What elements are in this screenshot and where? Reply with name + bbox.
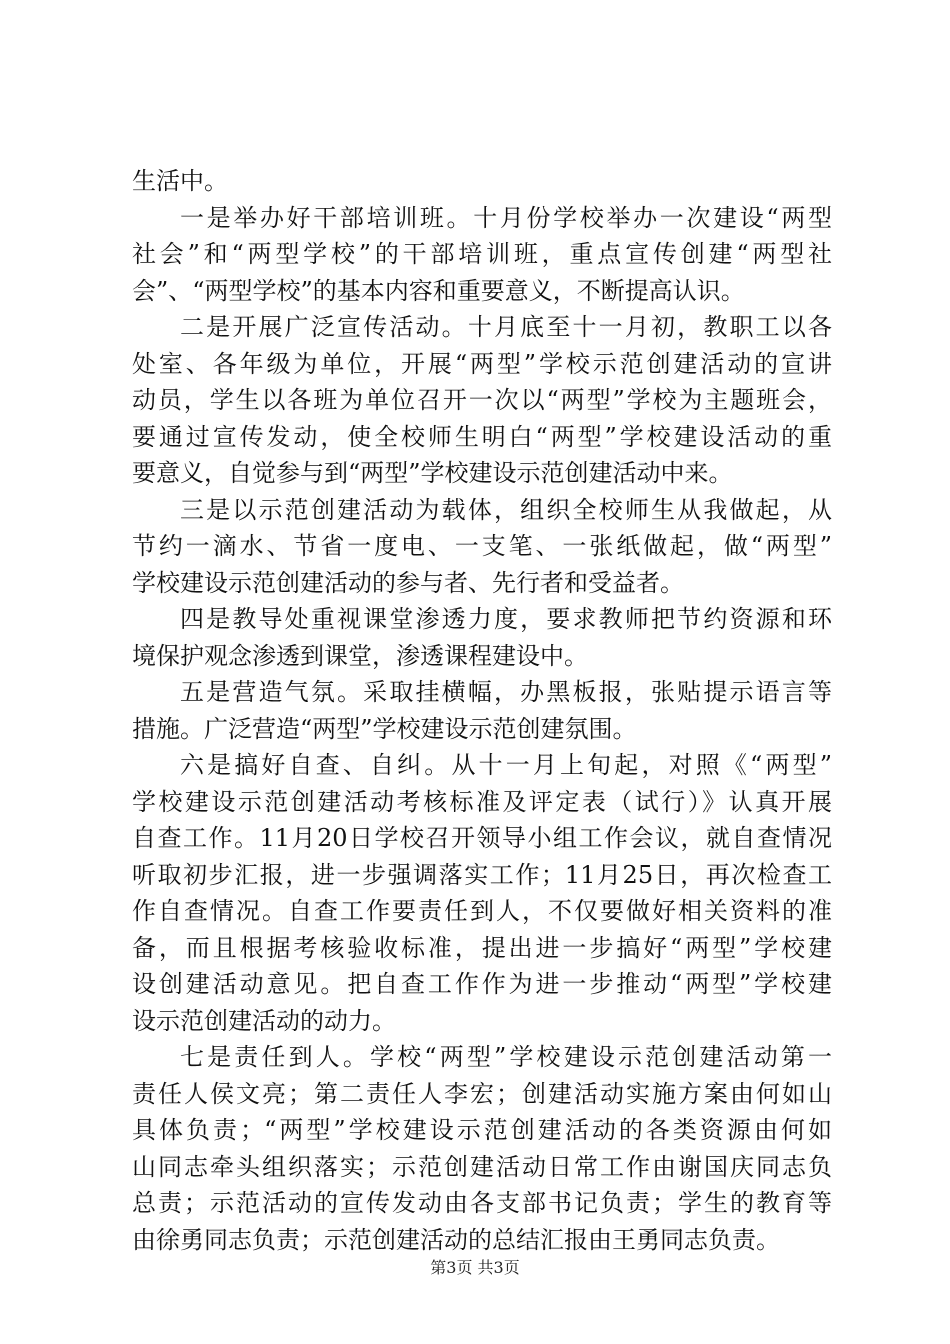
document-body	[132, 163, 832, 1258]
text-line: 要通过宣传发动，使全校师生明白“两型”学校建设活动的重	[132, 422, 832, 451]
text-line: 六是搞好自查、自纠。从十一月上旬起，对照《“两型”	[180, 751, 832, 779]
text-line: 山同志牵头组织落实；示范创建活动日常工作由谢国庆同志负	[132, 1152, 832, 1181]
text-line: 作自查情况。自查工作要责任到人，不仅要做好相关资料的准	[132, 897, 832, 925]
paragraph	[132, 309, 832, 492]
text-line: 七是责任到人。学校“两型”学校建设示范创建活动第一	[180, 1043, 832, 1071]
text-line: 由徐勇同志负责；示范创建活动的总结汇报由王勇同志负责。	[132, 1225, 780, 1254]
text-line: 三是以示范创建活动为载体，组织全校师生从我做起，从	[180, 495, 832, 524]
paragraph	[132, 163, 832, 200]
text-line: 二是开展广泛宣传活动。十月底至十一月初，教职工以各	[180, 313, 832, 341]
text-line: 节约一滴水、节省一度电、一支笔、一张纸做起，做“两型”	[132, 532, 832, 560]
text-line: 要意义，自觉参与到“两型”学校建设示范创建活动中来。	[132, 459, 733, 487]
text-line: 设创建活动意见。把自查工作作为进一步推动“两型”学校建	[132, 970, 832, 998]
text-line: 设示范创建活动的动力。	[132, 1006, 396, 1035]
text-line: 四是教导处重视课堂渗透力度，要求教师把节约资源和环	[180, 605, 832, 633]
paragraph	[132, 492, 832, 602]
text-line: 备，而且根据考核验收标准，提出进一步搞好“两型”学校建	[132, 933, 832, 962]
text-line: 五是营造气氛。采取挂横幅，办黑板报，张贴提示语言等	[180, 678, 832, 706]
paragraph	[132, 747, 832, 1039]
text-line: 动员，学生以各班为单位召开一次以“两型”学校为主题班会，	[132, 386, 832, 414]
text-line: 责任人侯文亮；第二责任人李宏；创建活动实施方案由何如山	[132, 1079, 832, 1108]
paragraph	[132, 601, 832, 674]
text-line: 总责；示范活动的宣传发动由各支部书记负责；学生的教育等	[132, 1189, 832, 1217]
text-line: 一是举办好干部培训班。十月份学校举办一次建设“两型	[180, 203, 832, 232]
text-line: 处室、各年级为单位，开展“两型”学校示范创建活动的宣讲	[132, 349, 832, 378]
text-line: 社会”和“两型学校”的干部培训班，重点宣传创建“两型社	[132, 240, 832, 268]
paragraph	[132, 200, 832, 310]
text-line: 会”、“两型学校”的基本内容和重要意义，不断提高认识。	[132, 276, 745, 305]
text-line: 学校建设示范创建活动的参与者、先行者和受益者。	[132, 568, 684, 597]
paragraph	[132, 674, 832, 747]
text-line: 听取初步汇报，进一步强调落实工作；11月25日，再次检查工	[132, 860, 832, 889]
text-line: 生活中。	[132, 167, 228, 195]
text-line: 学校建设示范创建活动考核标准及评定表（试行）》认真开展	[132, 787, 832, 816]
text-line: 具体负责；“两型”学校建设示范创建活动的各类资源由何如	[132, 1116, 832, 1144]
page-number: 第3页 共3页	[430, 1258, 520, 1277]
text-line: 境保护观念渗透到课堂，渗透课程建设中。	[132, 641, 588, 670]
text-line: 措施。广泛营造“两型”学校建设示范创建氛围。	[132, 714, 637, 743]
paragraph	[132, 1039, 832, 1258]
text-line: 自查工作。11月20日学校召开领导小组工作会议，就自查情况	[132, 824, 832, 852]
